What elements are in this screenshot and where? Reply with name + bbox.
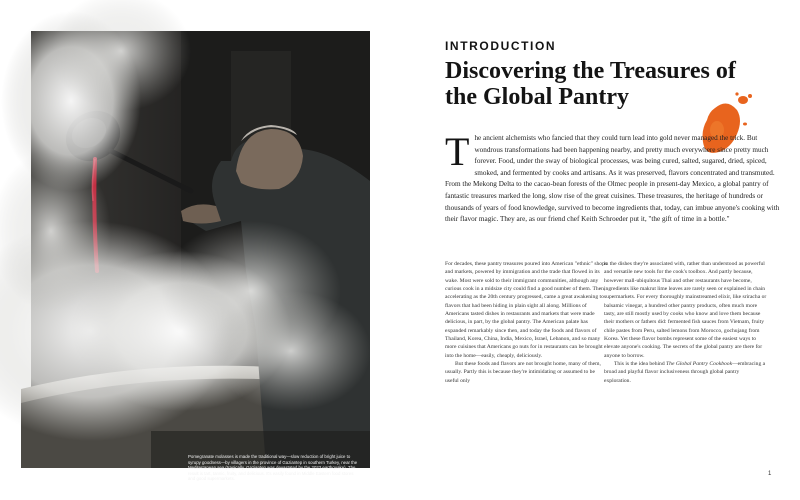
body-paragraph: For decades, these pantry treasures poured into American "ethnic" shops and markets, powered by immigration and the trade that flowed in its wake. Most were sold to their immigrant communities, although any curious cook in a midsize city could find a good number of them. Then, accelerating as the 20th century progressed, came a great awakening to flavors that had been hiding in plain sight all along. Millions of Americans tasted dishes in restaurants and markets that were made delicious, in part, by the global pantry. The American palate has expanded remarkably since then, and today the foods and flavors of Thailand, Korea, China, India, Mexico, Israel, Lebanon, and so many more cuisines that Americans go nuts for in restaurants can be brought into the home—easily, cheaply, deliciously. bbox=[445, 261, 608, 359]
section-kicker: INTRODUCTION bbox=[445, 39, 557, 53]
lead-paragraph bbox=[445, 129, 780, 226]
photo-illustration bbox=[31, 31, 370, 468]
page-number: 1 bbox=[768, 471, 772, 477]
body-paragraph-closing bbox=[604, 360, 767, 385]
body-paragraph: But these foods and flavors are not brought home, many of them, usually. Partly this is because they're intimidating or assumed to be useful only bbox=[445, 361, 601, 384]
lead-text: he ancient alchemists who fancied that they could turn lead into gold never managed the trick. But wondrous transformations had been happening nearby, and pretty much everywhere since pretty much forever. Food, under the sway of biological processes, was being cured, salted, sugared, dried, spiced, smoked, and fermented by cooks and artisans. As it was preserved, flavors concentrated and transmuted. From the Mekong Delta to the cacao-bean forests of the Olmec people in present-day Mexico, a global pantry of fantastic treasures marked the long, slow rise of the great cuisines. These treasures, the heritage of hundreds or thousands of years of food knowledge, survived to become ingredients that, today, can imbue anyone's cooking with their flavor magic. They are, as our friend chef Keith Schroeder put it, "the gift of time in a bottle." bbox=[445, 134, 780, 224]
closing-text-post: —embracing a broad and playful flavor inclusiveness through global pantry exploration. bbox=[604, 361, 766, 384]
photo-pomegranate-molasses bbox=[31, 31, 370, 482]
book-title: The Global Pantry Cookbook bbox=[666, 361, 733, 368]
photo-caption: Pomegranate molasses is made the traditional way—slow reduction of bright juice to syrupy goodness—by villagers in the province of Gaziantep in southern Turkey, near the Mediterranean sea (tragically, Gaziantep was devastated by the 2023 earthquake). The result is tart, tannic, fruity, and delicious. It's easily found in Middle Eastern food stores and good supermarkets. bbox=[188, 454, 358, 482]
closing-text-pre: This is the idea behind bbox=[614, 361, 667, 368]
body-paragraph: in the dishes they're associated with, rather than understood as powerful and versatile new tools for the cook's toolbox. And partly because, however mall-ubiquitous Thai and other restaurants have become, ingredients like makrut lime leaves are rarely seen or explained in chain supermarkets. For every thoroughly mainstreamed elixir, like sriracha or balsamic vinegar, a hundred other pantry products, often much more tasty, are still mostly used by cooks who know and love them because their mothers or fathers did: fermented fish sauces from Vietnam, fruity chile pastes from Peru, salted lemons from Morocco, gochujang from Korea. Yet these flavor bombs represent some of the easiest ways to elevate anyone's cooking. The secrets of the global pantry are there for anyone to borrow. bbox=[604, 261, 767, 359]
page-title: Discovering the Treasures of the Global Pantry bbox=[445, 58, 736, 110]
drop-cap: T bbox=[445, 129, 470, 174]
body-column-1 bbox=[445, 260, 608, 385]
body-column-2 bbox=[604, 260, 767, 385]
